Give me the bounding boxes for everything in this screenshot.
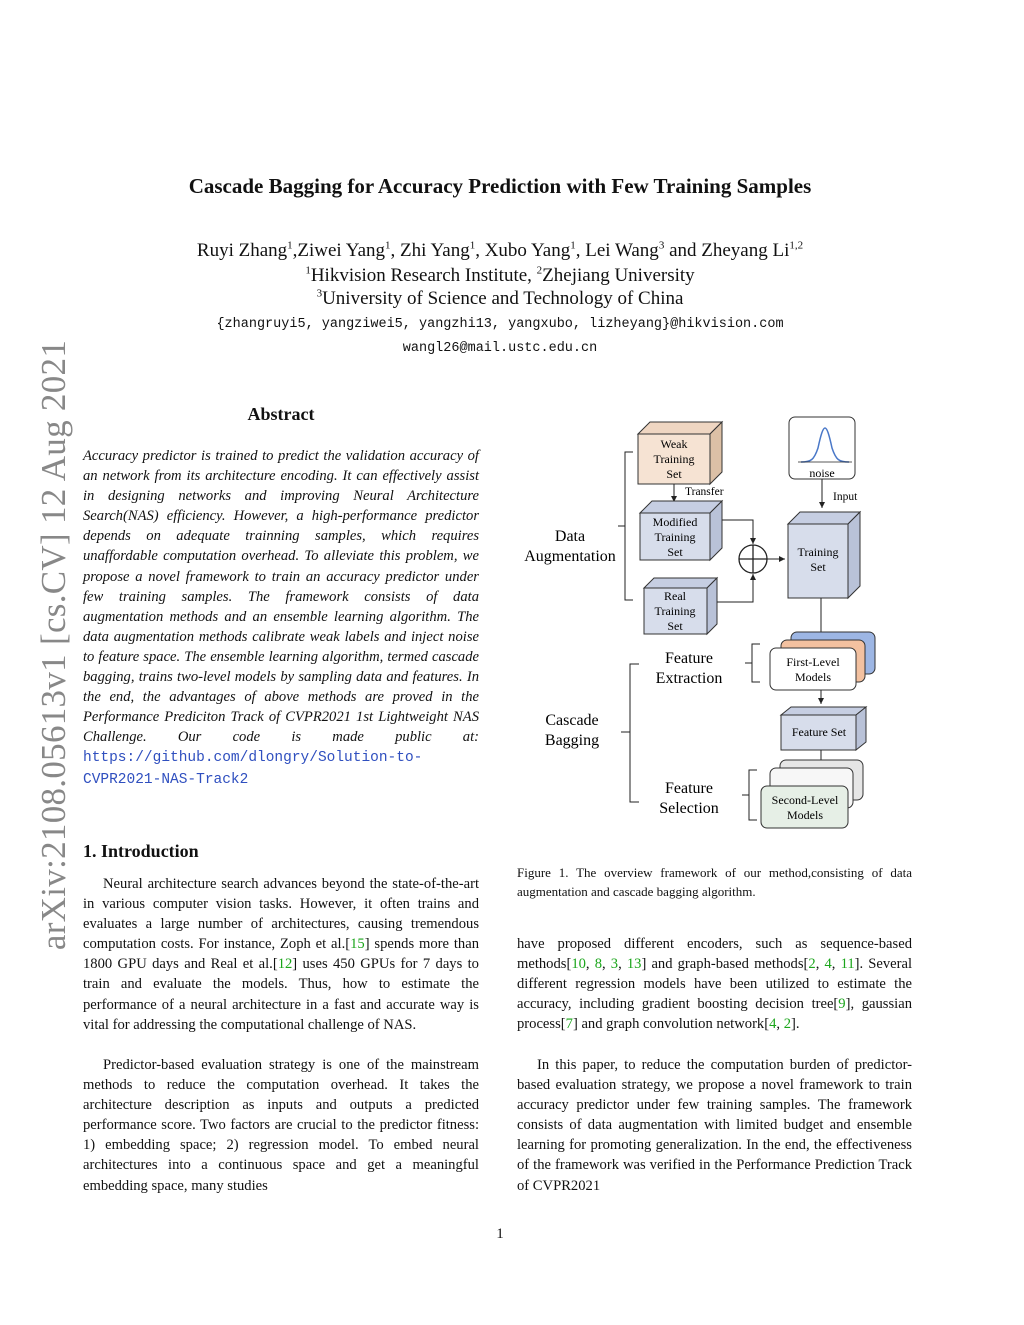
author-affiliation-mark: 1,2 xyxy=(789,239,804,252)
citation-link[interactable]: 13 xyxy=(626,956,642,973)
intro-paragraph-1: Neural architecture search advances beyond the state-of-the-art in various computer vision tasks. However, it often trains and evaluates a large number of architectures, causing tremendous computation costs. For instance, Zoph et al.[15] spends more than 1800 GPU days and Real et al.[12] uses 450 GPUs for 7 days to train and evaluate the models. Thus, how to estimate the performance of a neural architecture in a fast and accurate way is vital for addressing the computational challenge of NAS. xyxy=(83,876,479,1033)
citation-link[interactable]: 4 xyxy=(824,956,832,973)
training-set-cube xyxy=(788,512,860,598)
affiliation-mark: 3 xyxy=(316,287,323,300)
author-name: Zhi Yang xyxy=(400,240,470,261)
author-name: Xubo Yang xyxy=(484,240,571,261)
right-paragraph-1: have proposed different encoders, such as sequence-based methods[10, 8, 3, 13] and graph-based methods[2, 4, 11]. Several different regression models have been utilized to estimate the accuracy, including gradient boosting decision tree[9], gaussian process[7] and graph convolution network[4, 2]. xyxy=(517,936,913,1033)
training-label-1: Training xyxy=(797,545,839,559)
modified-label-1: Modified xyxy=(652,515,698,529)
author-affiliation-mark: 1 xyxy=(469,239,476,252)
author-name: Ziwei Yang xyxy=(297,240,386,261)
section-heading-introduction: 1. Introduction xyxy=(83,841,199,861)
weak-training-set-cube xyxy=(638,422,722,484)
feature-set-label: Feature Set xyxy=(791,725,847,739)
weak-label-2: Training xyxy=(653,452,695,466)
feature-selection-label-1: Feature xyxy=(665,780,713,797)
affiliation-name: Zhejiang University xyxy=(542,265,695,286)
abstract-body xyxy=(83,446,479,790)
citation-link[interactable]: 2 xyxy=(783,1016,791,1033)
data-augmentation-label-1: Data xyxy=(554,528,586,545)
second-level-label-2: Models xyxy=(787,808,823,822)
author-name: Zheyang Li xyxy=(701,240,790,261)
affiliation-name: University of Science and Technology of China xyxy=(322,288,684,309)
code-link[interactable]: https://github.com/dlongry/Solution-to-CVPR2021-NAS-Track2 xyxy=(83,750,423,788)
author-affiliation-mark: 3 xyxy=(658,239,665,252)
affiliation-mark: 1 xyxy=(305,264,311,277)
author-list: Ruyi Zhang$^1$,Ziwei Yang$^1$, Zhi Yang$^1$, Xubo Yang$^1$, Lei Wang$^3$ and Zheyang Li$^{1,2}$ xyxy=(196,239,804,261)
email-line-1: {zhangruyi5, yangziwei5, yangzhi13, yangxubo, lizheyang}@hikvision.com xyxy=(216,317,784,332)
first-level-label-1: First-Level xyxy=(786,655,840,669)
page-number: 1 xyxy=(496,1226,504,1242)
cascade-bagging-label-2: Bagging xyxy=(544,732,600,749)
real-training-set-cube xyxy=(644,578,717,634)
citation-link[interactable]: 12 xyxy=(277,956,293,973)
author-affiliation-mark: 1 xyxy=(385,239,391,252)
data-augmentation-label-2: Augmentation xyxy=(524,548,616,565)
second-level-label-1: Second-Level xyxy=(771,793,839,807)
citation-link[interactable]: 10 xyxy=(571,956,586,973)
first-level-models-stack xyxy=(770,632,875,690)
citation-link[interactable]: 2 xyxy=(808,956,816,973)
citation-link[interactable]: 9 xyxy=(838,996,846,1013)
feature-extraction-label-2: Extraction xyxy=(655,670,723,687)
citation-link[interactable]: 3 xyxy=(610,956,619,973)
weak-label-3: Set xyxy=(666,467,682,481)
weak-label-1: Weak xyxy=(660,437,688,451)
real-label-3: Set xyxy=(667,619,683,633)
author-affiliation-mark: 1 xyxy=(570,239,576,252)
figure-1-diagram xyxy=(515,410,915,830)
citation-link[interactable]: 7 xyxy=(565,1016,573,1033)
noise-label: noise xyxy=(809,466,835,480)
abstract-heading: Abstract xyxy=(247,404,315,424)
noise-distribution-box xyxy=(789,417,855,480)
citation-link[interactable]: 11 xyxy=(840,956,855,973)
first-level-label-2: Models xyxy=(795,670,831,684)
real-label-2: Training xyxy=(654,604,696,618)
transfer-label: Transfer xyxy=(685,486,724,498)
author-name: Ruyi Zhang xyxy=(196,240,288,261)
real-label-1: Real xyxy=(664,589,686,603)
intro-paragraph-2: Predictor-based evaluation strategy is one of the mainstream methods to reduce the computation overhead. It takes the architecture description as inputs and outputs a predicted performance score. Two factors are crucial to the predictor fitness: 1) embedding space; 2) regression model. To embed neural architectures into a continuous space and get a meaningful embedding space, many studies xyxy=(83,1057,479,1194)
modified-label-3: Set xyxy=(667,545,683,559)
paper-title: Cascade Bagging for Accuracy Prediction with Few Training Samples xyxy=(188,174,812,198)
feature-set-box xyxy=(781,707,866,750)
modified-training-set-cube xyxy=(640,501,722,560)
training-label-2: Set xyxy=(810,560,826,574)
feature-selection-label-2: Selection xyxy=(659,800,719,817)
affiliation-name: Hikvision Research Institute, xyxy=(310,265,537,286)
citation-link[interactable]: 4 xyxy=(769,1016,777,1033)
affiliation-line-2 xyxy=(0,288,1000,310)
second-level-models-stack xyxy=(761,760,863,828)
feature-extraction-label-1: Feature xyxy=(665,650,713,667)
author-name: Lei Wang xyxy=(585,240,659,261)
figure-1-caption: Figure 1. The overview framework of our method,consisting of data augmentation and cascade bagging algorithm. xyxy=(517,865,912,899)
affiliation-mark: 2 xyxy=(536,264,543,277)
email-line-2: wangl26@mail.ustc.edu.cn xyxy=(402,341,598,356)
abstract-text: Accuracy predictor is trained to predict the validation accuracy of an network from its architecture encoding. It can effectively assist in designing networks and improving Neural Architecture Search(NAS) efficiency. However, a high-performance predictor depends on adequate trainning samples, which requires unaffordable computation overhead. To alleviate this problem, we propose a novel framework to train an accuracy predictor under few training samples. The framework consists of data augmentation methods and an ensemble learning algorithm. The data augmentation methods calibrate weak labels and inject noise to feature space. The ensemble learning algorithm, termed cascade bagging, trains two-level models by sampling data and features. In the end, the advantages of above methods are proved in the Performance Prediciton Track of CVPR2021 1st Lightweight NAS Challenge. Our code is made public at: xyxy=(83,448,479,746)
input-label: Input xyxy=(833,491,858,503)
affiliation-line-1 xyxy=(0,265,1000,287)
citation-link[interactable]: 15 xyxy=(350,936,365,953)
modified-label-2: Training xyxy=(654,530,696,544)
arxiv-identifier: arXiv:2108.05613v1 [cs.CV] 12 Aug 2021 xyxy=(34,339,73,951)
right-paragraph-2: In this paper, to reduce the computation burden of predictor-based evaluation strategy, we propose a novel framework to train accuracy predictor under few training samples. The framework consists of data augmentation with limited budget and ensemble learning for promoting generalization. In the end, the effectiveness of the framework was verified in the Performance Prediction Track of CVPR2021 xyxy=(517,1057,912,1194)
author-affiliation-mark: 1 xyxy=(287,239,293,252)
citation-link[interactable]: 8 xyxy=(594,956,602,973)
cascade-bagging-label-1: Cascade xyxy=(545,712,599,729)
combine-plus-icon xyxy=(739,545,767,573)
